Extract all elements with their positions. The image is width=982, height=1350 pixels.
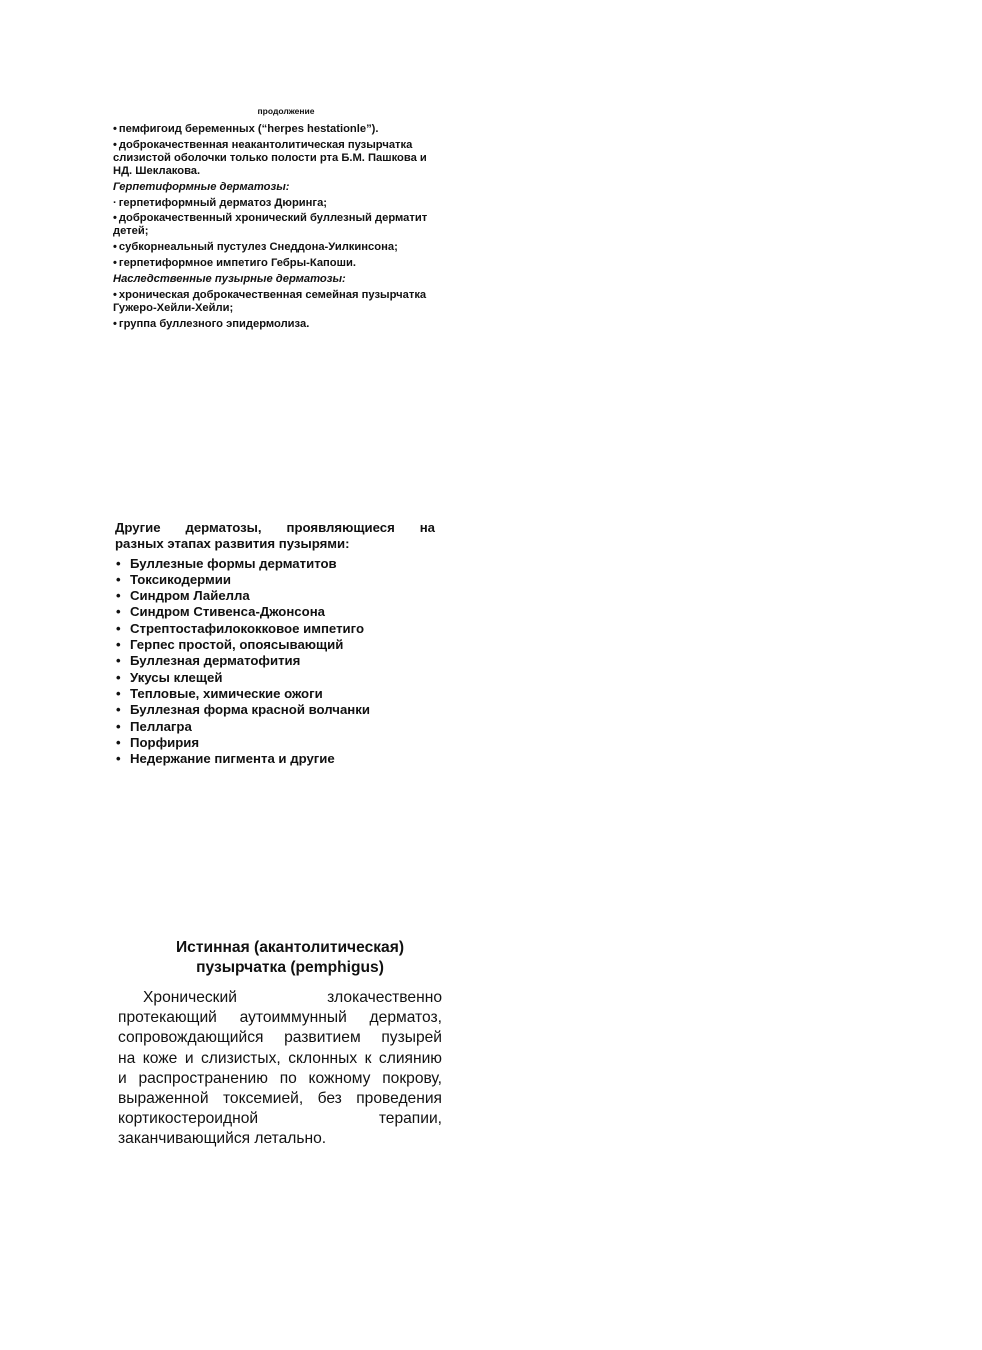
list-item: • герпетиформное импетиго Гебры-Капоши. <box>113 257 356 270</box>
heading-hereditary: Наследственные пузырные дерматозы: <box>113 273 346 286</box>
list-item: • хроническая доброкачественная семейная пузырчатка Гужеро-Хейли-Хейли; <box>113 288 427 314</box>
list-item: • доброкачественная неакантолитическая пузырчатка слизистой оболочки только полости рта Б.М. Пашкова и НД. Шеклакова. <box>113 138 427 177</box>
continuation-label: продолжение <box>257 106 315 116</box>
paragraph-line: и распространению по кожному покрову, <box>118 1069 442 1087</box>
list-item: • Стрептостафилококковое импетиго <box>116 620 365 636</box>
paragraph-line: кортикостероидной терапии, <box>118 1110 442 1128</box>
list-item: • Буллезная дерматофития <box>116 653 301 669</box>
section-title-line: пузырчатка (pemphigus) <box>196 959 384 976</box>
list-item: • Укусы клещей <box>116 669 223 685</box>
section-title <box>118 938 442 978</box>
paragraph-line: сопровождающийся развитием пузырей <box>118 1029 442 1047</box>
list-item: • группа буллезного эпидермолиза. <box>113 317 310 330</box>
list-item: • Синдром Стивенса-Джонсона <box>116 604 325 620</box>
list-item: • Буллезные формы дерматитов <box>116 555 337 571</box>
section-lead-line: разных этапах развития пузырями: <box>115 536 350 552</box>
pemphigus-section <box>118 938 442 1150</box>
list-item: • Пеллагра <box>116 718 192 734</box>
list-item: • субкорнеальный пустулез Снеддона-Уилкинсона; <box>113 241 398 254</box>
list-item: • Герпес простой, опоясывающий <box>116 637 344 653</box>
heading-herpetiform: Герпетиформные дерматозы: <box>113 180 290 193</box>
definition-paragraph <box>118 988 442 1150</box>
dermatoses-list <box>115 556 435 768</box>
list-item: • Буллезная форма красной волчанки <box>116 702 370 718</box>
other-dermatoses-section <box>115 520 435 767</box>
section-title-line: Истинная (акантолитическая) <box>175 939 405 956</box>
paragraph-line: Хронический злокачественно <box>143 989 442 1006</box>
list-item: • Токсикодермии <box>116 571 232 587</box>
paragraph-line: на коже и слизистых, склонных к слиянию <box>118 1049 442 1067</box>
list-item: • доброкачественный хронический буллезный дерматит детей; <box>113 212 428 238</box>
list-item: • Порфирия <box>116 734 200 750</box>
list-item: • Недержание пигмента и другие <box>116 751 335 767</box>
list-item: • пемфигоид беременных (“herpes hestationle”). <box>113 123 379 135</box>
list-item: • Тепловые, химические ожоги <box>116 685 323 701</box>
list-item: • Синдром Лайелла <box>116 588 250 604</box>
classification-continued-section <box>113 106 443 334</box>
paragraph-line: заканчивающийся летально. <box>118 1130 327 1148</box>
section-lead-line: Другие дерматозы, проявляющиеся на <box>115 520 435 535</box>
paragraph-line: выраженной токсемией, без проведения <box>118 1090 442 1108</box>
paragraph-line: протекающий аутоиммунный дерматоз, <box>118 1009 442 1027</box>
list-item: · герпетиформный дерматоз Дюринга; <box>113 196 328 209</box>
